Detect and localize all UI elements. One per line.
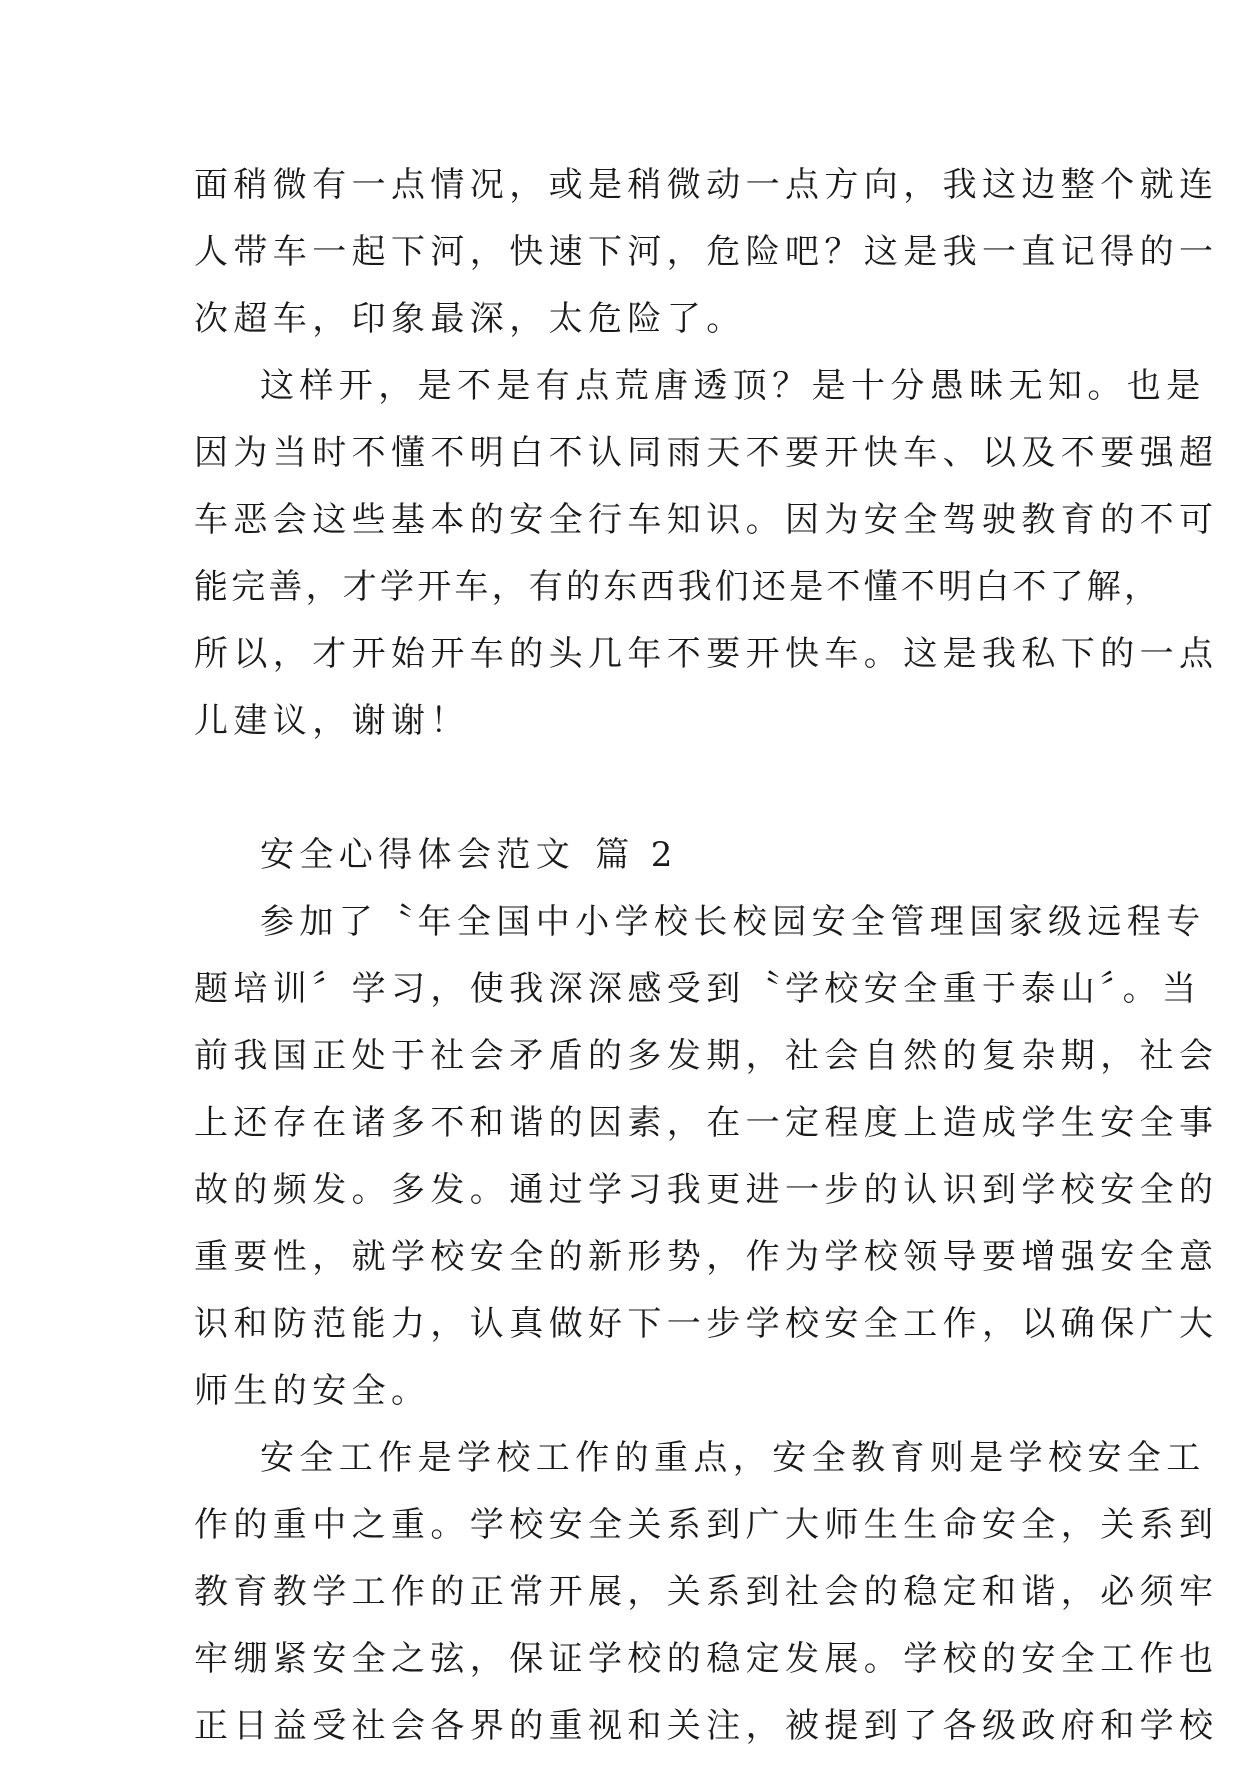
paragraph <box>194 361 1219 763</box>
text-line: 次超车，印象最深，太危险了。 <box>194 299 746 339</box>
section-number: 篇 2 <box>595 835 678 875</box>
document-body <box>194 160 1219 1768</box>
blank-line <box>194 763 1054 830</box>
text-line: 儿建议，谢谢！ <box>194 701 470 741</box>
text-line: 故的频发。多发。通过学习我更进一步的认识到学校安全的 <box>194 1170 1219 1210</box>
paragraph <box>194 897 1219 1433</box>
text-line: 参加了〝年全国中小学校长校园安全管理国家级远程专 <box>260 902 1206 942</box>
paragraph <box>194 160 1219 361</box>
text-line: 正日益受社会各界的重视和关注，被提到了各级政府和学校 <box>194 1706 1219 1746</box>
paragraph <box>194 1433 1219 1768</box>
text-line: 前我国正处于社会矛盾的多发期，社会自然的复杂期，社会 <box>194 1036 1219 1076</box>
text-line: 这样开，是不是有点荒唐透顶？是十分愚昧无知。也是 <box>260 366 1206 406</box>
text-line: 识和防范能力，认真做好下一步学校安全工作，以确保广大 <box>194 1304 1219 1344</box>
text-line: 人带车一起下河，快速下河，危险吧？这是我一直记得的一 <box>194 232 1219 272</box>
text-line: 牢绷紧安全之弦，保证学校的稳定发展。学校的安全工作也 <box>194 1639 1219 1679</box>
text-line: 能完善，才学开车，有的东西我们还是不懂不明白不了解， <box>194 567 1162 607</box>
section-title: 安全心得体会范文 <box>260 835 576 875</box>
text-line: 因为当时不懂不明白不认同雨天不要开快车、以及不要强超 <box>194 433 1219 473</box>
text-line: 作的重中之重。学校安全关系到广大师生生命安全，关系到 <box>194 1505 1219 1545</box>
text-line: 安全工作是学校工作的重点，安全教育则是学校安全工 <box>260 1438 1206 1478</box>
text-line: 车恶会这些基本的安全行车知识。因为安全驾驶教育的不可 <box>194 500 1219 540</box>
section-heading <box>194 830 1054 897</box>
text-line: 重要性，就学校安全的新形势，作为学校领导要增强安全意 <box>194 1237 1219 1277</box>
text-line: 面稍微有一点情况，或是稍微动一点方向，我这边整个就连 <box>194 165 1219 205</box>
text-line: 题培训〞学习，使我深深感受到〝学校安全重于泰山〞。当 <box>194 969 1202 1009</box>
text-line: 师生的安全。 <box>194 1371 431 1411</box>
text-line: 上还存在诸多不和谐的因素，在一定程度上造成学生安全事 <box>194 1103 1219 1143</box>
text-line: 教育教学工作的正常开展，关系到社会的稳定和谐，必须牢 <box>194 1572 1219 1612</box>
text-line: 所以，才开始开车的头几年不要开快车。这是我私下的一点 <box>194 634 1219 674</box>
